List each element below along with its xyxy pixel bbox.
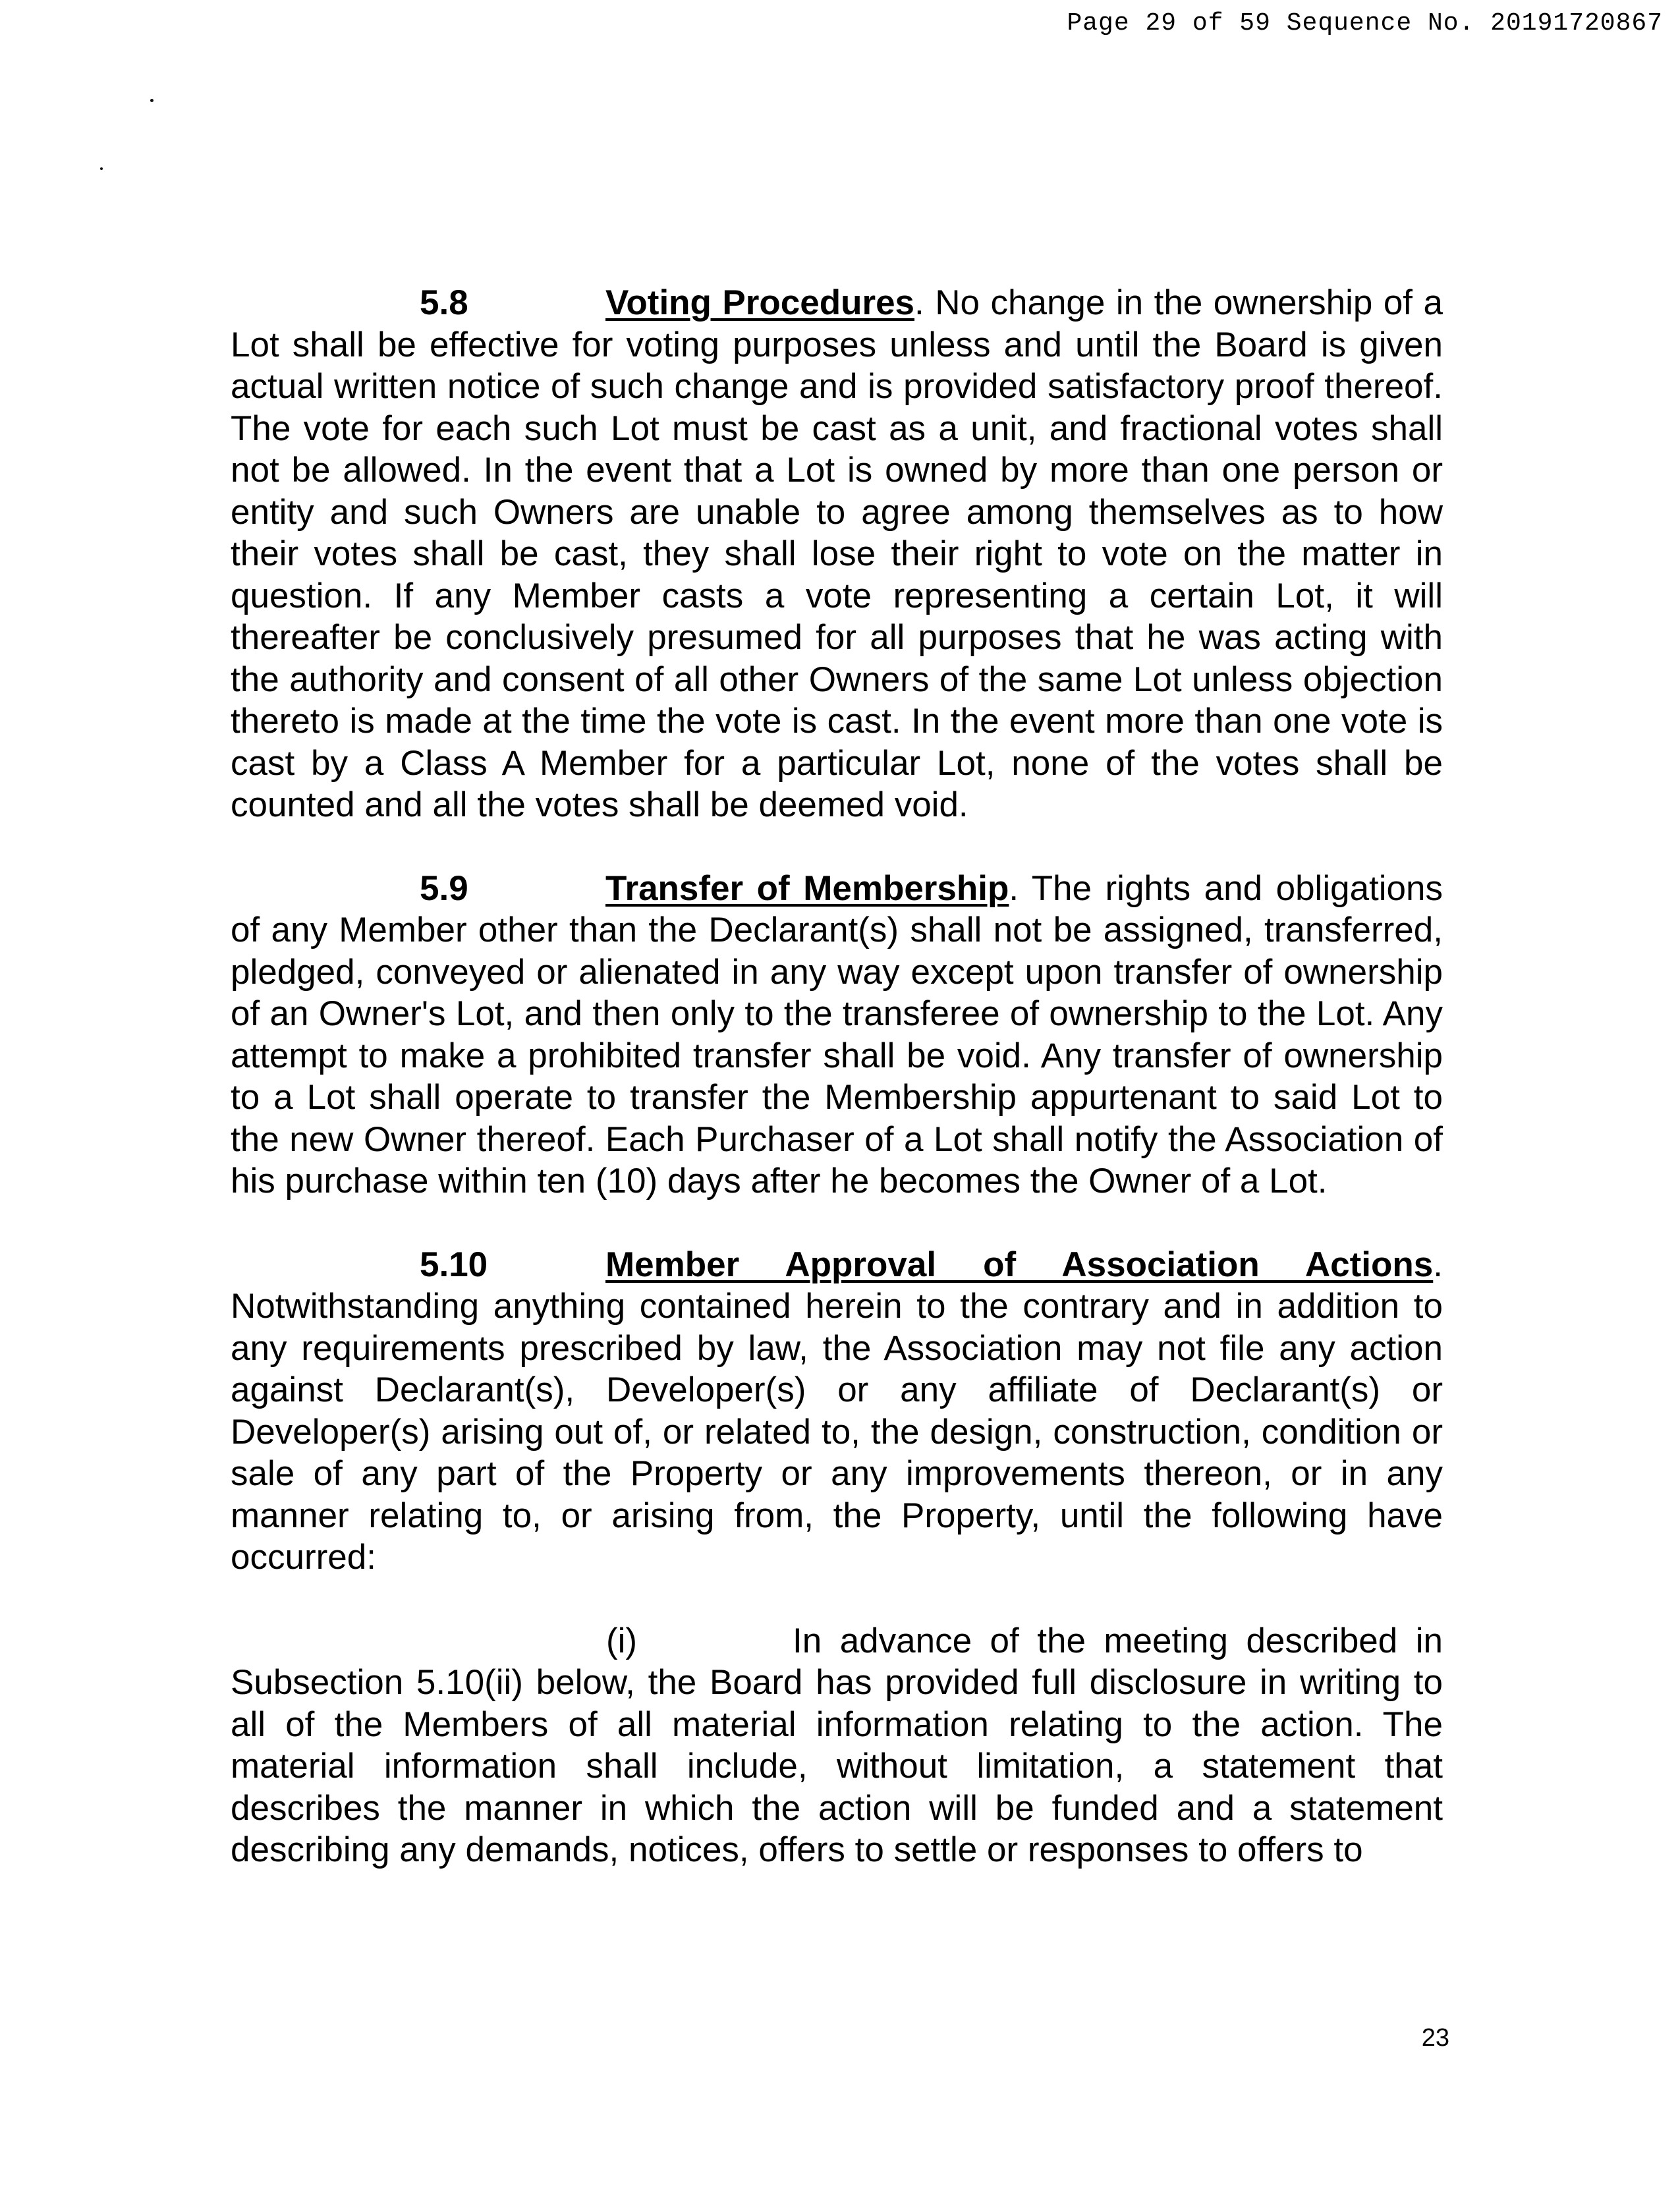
subsection-text: In advance of the meeting described in Subsection 5.10(ii) below, the Board has provided full disclosure in writing to all of the Members of all material information relating to the action. The material information shall include, without limitation, a statement that describes the manner in which the action will be funded and a statement describing any demands, notices, offers to settle or responses to offers to <box>231 1621 1443 1869</box>
section-text: No change in the ownership of a Lot shall be effective for voting purposes unless and until the Board is given actual written notice of such change and is provided satisfactory proof thereof. The vote for each such Lot must be cast as a unit, and fractional votes shall not be allowed. In the event that a Lot is owned by more than one person or entity and such Owners are unable to agree among themselves as to how their votes shall be cast, they shall lose their right to vote on the matter in question. If any Member casts a vote representing a certain Lot, it will thereafter be conclusively presumed for all purposes that he was acting with the authority and consent of all other Owners of the same Lot unless objection thereto is made at the time the vote is cast. In the event more than one vote is cast by a Class A Member for a particular Lot, none of the votes shall be counted and all the votes shall be deemed void. <box>231 283 1443 824</box>
scan-speck <box>150 99 154 102</box>
document-body <box>231 282 1443 1871</box>
section-text: Notwithstanding anything contained herein to the contrary and in addition to any requirements prescribed by law, the Association may not file any action against Declarant(s), Developer(s) or any affiliate of Declarant(s) or Developer(s) arising out of, or related to, the design, construction, condition or sale of any part of the Property or any improvements thereon, or in any manner relating to, or arising from, the Property, until the following have occurred: <box>231 1287 1443 1577</box>
page-sequence-stamp: Page 29 of 59 Sequence No. 20191720867 <box>1067 9 1663 38</box>
section-heading: Voting Procedures <box>605 283 915 322</box>
section-number: 5.10 <box>420 1245 488 1284</box>
section-text: The rights and obligations of any Member other than the Declarant(s) shall not be assigned, transferred, pledged, conveyed or alienated in any way except upon transfer of ownership of an Owner's Lot, and then only to the transferee of ownership to the Lot. Any attempt to make a prohibited transfer shall be void. Any transfer of ownership to a Lot shall operate to transfer the Membership appurtenant to said Lot to the new Owner thereof. Each Purchaser of a Lot shall notify the Association of his purchase within ten (10) days after he becomes the Owner of a Lot. <box>231 868 1443 1200</box>
subsection-number: (i) <box>606 1621 638 1660</box>
section-number: 5.9 <box>420 868 468 908</box>
section-5-8: 5.8 Voting Procedures. No change in the ownership of a Lot shall be effective for voting purposes unless and until the Board is given actual written notice of such change and is provided satisfactory proof thereof. The vote for each such Lot must be cast as a unit, and fractional votes shall not be allowed. In the event that a Lot is owned by more than one person or entity and such Owners are unable to agree among themselves as to how their votes shall be cast, they shall lose their right to vote on the matter in question. If any Member casts a vote representing a certain Lot, it will thereafter be conclusively presumed for all purposes that he was acting with the authority and consent of all other Owners of the same Lot unless objection thereto is made at the time the vote is cast. In the event more than one vote is cast by a Class A Member for a particular Lot, none of the votes shall be counted and all the votes shall be deemed void. <box>231 283 1443 824</box>
section-5-9: 5.9 Transfer of Membership. The rights and obligations of any Member other than the Declarant(s) shall not be assigned, transferred, pledged, conveyed or alienated in any way except upon transfer of ownership of an Owner's Lot, and then only to the transferee of ownership to the Lot. Any attempt to make a prohibited transfer shall be void. Any transfer of ownership to a Lot shall operate to transfer the Membership appurtenant to said Lot to the new Owner thereof. Each Purchaser of a Lot shall notify the Association of his purchase within ten (10) days after he becomes the Owner of a Lot. <box>231 868 1443 1200</box>
section-number: 5.8 <box>420 283 468 322</box>
scan-speck <box>100 167 103 170</box>
page-number: 23 <box>1421 2024 1449 2052</box>
subsection-i <box>231 1620 1443 1871</box>
section-heading: Member Approval of Association Actions <box>605 1245 1434 1284</box>
section-5-10: 5.10 Member Approval of Association Actions. Notwithstanding anything contained herein to the contrary and in addition to any requirements prescribed by law, the Association may not file any action against Declarant(s), Developer(s) or any affiliate of Declarant(s) or Developer(s) arising out of, or related to, the design, construction, condition or sale of any part of the Property or any improvements thereon, or in any manner relating to, or arising from, the Property, until the following have occurred: <box>231 1245 1443 1577</box>
section-heading: Transfer of Membership <box>605 868 1009 908</box>
